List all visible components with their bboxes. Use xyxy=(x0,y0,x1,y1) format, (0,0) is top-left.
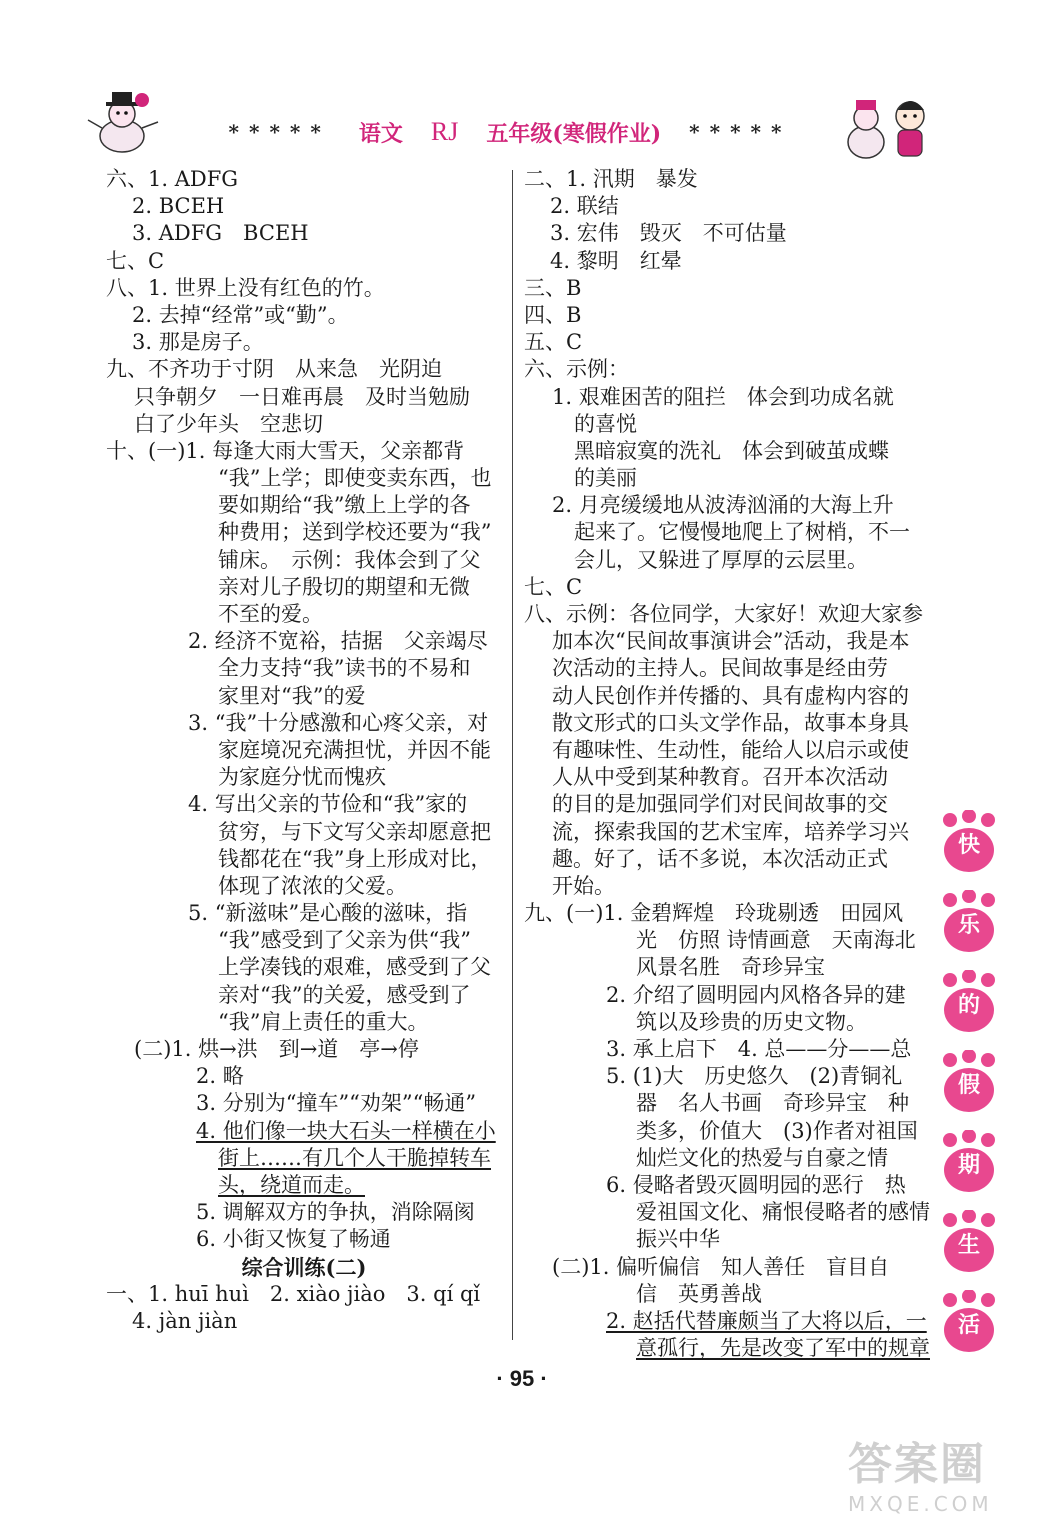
answer-line: 的美丽 xyxy=(574,466,637,491)
answer-line: 2. 联结 xyxy=(550,194,619,219)
answer-line: 种费用；送到学校还要为“我” xyxy=(218,520,492,545)
answer-line: 意孤行，先是改变了军中的规章 xyxy=(636,1336,930,1361)
answer-line: 八、示例：各位同学，大家好！欢迎大家参 xyxy=(524,602,923,626)
answer-line: 灿烂文化的热爱与自豪之情 xyxy=(636,1145,888,1170)
header-subject: 语文 xyxy=(358,120,403,147)
answer-line: 5. (1)大 历史悠久 (2)青铜礼 xyxy=(606,1064,903,1089)
answer-line: 3. 宏伟 毁灭 不可估量 xyxy=(550,221,787,246)
answer-line: 6. 侵略者毁灭圆明园的恶行 热 xyxy=(606,1172,906,1197)
answer-line: 家里对“我”的爱 xyxy=(218,683,366,708)
answer-line: 2. 去掉“经常”或“勤”。 xyxy=(132,302,349,327)
answer-line: 次活动的主持人。民间故事是经由劳 xyxy=(552,656,888,681)
answer-line: 不至的爱。 xyxy=(218,602,323,626)
header-stars-left: ***** xyxy=(228,120,331,144)
answer-line: 三、B xyxy=(524,275,582,300)
answer-line: 六、示例： xyxy=(524,357,629,382)
answer-line: 光 仿照 诗情画意 天南海北 xyxy=(636,928,916,953)
answer-line: 二、1. 汛期 暴发 xyxy=(524,167,698,191)
answer-line: 街上……有几个人干脆掉转车 xyxy=(218,1145,491,1170)
answer-line: 1. 艰难困苦的阻拦 体会到功成名就 xyxy=(552,384,894,409)
answer-line: 类多，价值大 (3)作者对祖国 xyxy=(636,1118,918,1143)
side-tab-label: 的 xyxy=(957,993,980,1018)
answer-line: 九、(一)1. 金碧辉煌 玲珑剔透 田园风 xyxy=(524,901,904,926)
answer-line: 亲对“我”的关爱，感受到了 xyxy=(218,982,471,1007)
answer-line: 3. 承上启下 4. 总——分——总 xyxy=(606,1037,912,1061)
header-title xyxy=(180,112,840,152)
answer-line: 四、B xyxy=(524,302,582,327)
page-number: · 95 · xyxy=(496,1366,548,1391)
answer-line: (二)1. 偏听偏信 知人善任 盲目自 xyxy=(552,1254,890,1279)
answer-line: 上学凑钱的艰难，感受到了父 xyxy=(218,955,491,980)
answer-line: 2. 略 xyxy=(196,1064,244,1089)
answer-line: 铺床。 示例：我体会到了父 xyxy=(218,547,481,572)
answer-line: 6. 小街又恢复了畅通 xyxy=(196,1227,391,1252)
answer-line: 2. 赵括代替廉颇当了大将以后，一 xyxy=(606,1308,927,1333)
answer-line: 十、(一)1. 每逢大雨大雪天，父亲都背 xyxy=(106,438,465,463)
answer-line: (二)1. 烘→洪 到→道 亭→停 xyxy=(134,1037,419,1061)
answer-line: 的目的是加强同学们对民间故事的交 xyxy=(552,792,888,817)
answer-line: 全力支持“我”读书的不易和 xyxy=(218,656,471,681)
answer-line: 筑以及珍贵的历史文物。 xyxy=(636,1009,867,1034)
answer-line: 家庭境况充满担忧，并因不能 xyxy=(218,737,491,762)
side-tab-label: 期 xyxy=(957,1153,980,1178)
answer-line: 信 英勇善战 xyxy=(636,1281,762,1306)
answer-line: 为家庭分忧而愧疚 xyxy=(218,765,386,790)
side-tab xyxy=(936,1290,1002,1356)
answer-line: 一、1. huī huì 2. xiào jiào 3. qí qǐ xyxy=(106,1281,481,1306)
side-tab xyxy=(936,1130,1002,1196)
side-tab-label: 生 xyxy=(957,1233,980,1258)
right-column xyxy=(524,166,930,1362)
side-tab-label: 假 xyxy=(957,1073,980,1098)
side-tabs xyxy=(936,810,1006,1370)
answer-line: 人从中受到某种教育。召开本次活动 xyxy=(552,765,888,790)
answer-line: 2. 月亮缓缓地从波涛汹涌的大海上升 xyxy=(552,493,894,518)
answer-line: 会儿，又躲进了厚厚的云层里。 xyxy=(574,547,868,572)
answer-line: 开始。 xyxy=(552,873,615,898)
answer-line: 六、1. ADFG xyxy=(106,167,239,191)
answer-line: 爱祖国文化、痛恨侵略者的感情 xyxy=(636,1200,930,1225)
answer-line: 2. BCEH xyxy=(132,194,225,219)
answer-line: 五、C xyxy=(524,330,583,355)
left-column xyxy=(106,166,502,1335)
answer-line: 振兴中华 xyxy=(636,1227,720,1252)
answer-line: 3. “我”十分感激和心疼父亲，对 xyxy=(188,710,489,735)
answer-line: 4. jàn jiàn xyxy=(132,1308,238,1333)
header-edition: RJ xyxy=(430,117,459,146)
answer-line: 亲对儿子殷切的期望和无微 xyxy=(218,574,470,599)
watermark-url: MXQE.COM xyxy=(848,1492,993,1516)
answer-line: 3. 那是房子。 xyxy=(132,330,264,355)
answer-line: 2. 经济不宽裕，拮据 父亲竭尽 xyxy=(188,629,488,654)
answer-line: 的喜悦 xyxy=(574,411,637,436)
answer-line: 5. 调解双方的争执，消除隔阂 xyxy=(196,1200,475,1225)
answer-line: 加本次“民间故事演讲会”活动，我是本 xyxy=(552,629,910,654)
answer-line: 5. “新滋味”是心酸的滋味，指 xyxy=(188,901,468,926)
side-tab xyxy=(936,970,1002,1036)
watermark-text: 答案圈 xyxy=(848,1439,986,1490)
answer-line: “我”感受到了父亲为供“我” xyxy=(218,928,471,953)
answer-line: 九、不齐功于寸阴 从来急 光阴迫 xyxy=(106,357,442,382)
header-stars-right: ***** xyxy=(689,120,792,144)
answer-line: 风景名胜 奇珍异宝 xyxy=(636,955,825,980)
snowman-girl-icon xyxy=(82,86,172,156)
answer-line: 七、C xyxy=(106,248,165,273)
page-header xyxy=(0,80,1044,170)
answer-line: 体现了浓浓的父爱。 xyxy=(218,873,407,898)
side-tab-label: 快 xyxy=(957,833,980,858)
answer-line: 散文形式的口头文学作品，故事本身具 xyxy=(552,710,909,735)
answer-line: 八、1. 世界上没有红色的竹。 xyxy=(106,275,385,300)
side-tab-label: 乐 xyxy=(957,913,980,938)
answer-line: 钱都花在“我”身上形成对比， xyxy=(218,846,492,871)
answer-line: 动人民创作并传播的、具有虚构内容的 xyxy=(552,683,909,708)
side-tab xyxy=(936,890,1002,956)
answer-line: 3. ADFG BCEH xyxy=(132,221,309,246)
answer-line: “我”肩上责任的重大。 xyxy=(218,1009,429,1034)
answer-line: 流，探索我国的艺术宝库，培养学习兴 xyxy=(552,819,909,844)
answer-line: 起来了。它慢慢地爬上了树梢，不一 xyxy=(574,520,910,545)
answer-line: 4. 写出父亲的节俭和“我”家的 xyxy=(188,792,468,817)
column-divider xyxy=(512,170,513,1340)
answer-line: 头，绕道而走。 xyxy=(218,1172,365,1197)
header-grade: 五年级(寒假作业) xyxy=(486,120,662,147)
kids-snowman-icon xyxy=(838,86,938,164)
watermark-logo xyxy=(848,1428,1038,1528)
answer-line: 黑暗寂寞的洗礼 体会到破茧成蝶 xyxy=(574,438,889,463)
side-tab-label: 活 xyxy=(957,1313,980,1338)
answer-line: 七、C xyxy=(524,574,583,599)
answer-line: 有趣味性、生动性，能给人以启示或使 xyxy=(552,737,909,762)
answer-line: 趣。好了，话不多说，本次活动正式 xyxy=(552,846,888,871)
answer-line: 2. 介绍了圆明园内风格各异的建 xyxy=(606,982,906,1007)
answer-line: “我”上学；即使变卖东西，也 xyxy=(218,466,492,491)
answer-line: 4. 黎明 红晕 xyxy=(550,248,682,273)
side-tab xyxy=(936,810,1002,876)
section-title: 综合训练(二) xyxy=(241,1254,367,1280)
answer-line: 要如期给“我”缴上上学的各 xyxy=(218,493,471,518)
side-tab xyxy=(936,1050,1002,1116)
answer-line: 贫穷，与下文写父亲却愿意把 xyxy=(218,819,491,844)
answer-line: 3. 分别为“撞车”“劝架”“畅通” xyxy=(196,1091,477,1116)
answer-line: 器 名人书画 奇珍异宝 种 xyxy=(636,1091,909,1116)
answer-line: 白了少年头 空悲切 xyxy=(134,411,323,436)
answer-line: 4. 他们像一块大石头一样横在小 xyxy=(196,1118,496,1143)
answer-line: 只争朝夕 一日难再晨 及时当勉励 xyxy=(134,384,470,409)
side-tab xyxy=(936,1210,1002,1276)
